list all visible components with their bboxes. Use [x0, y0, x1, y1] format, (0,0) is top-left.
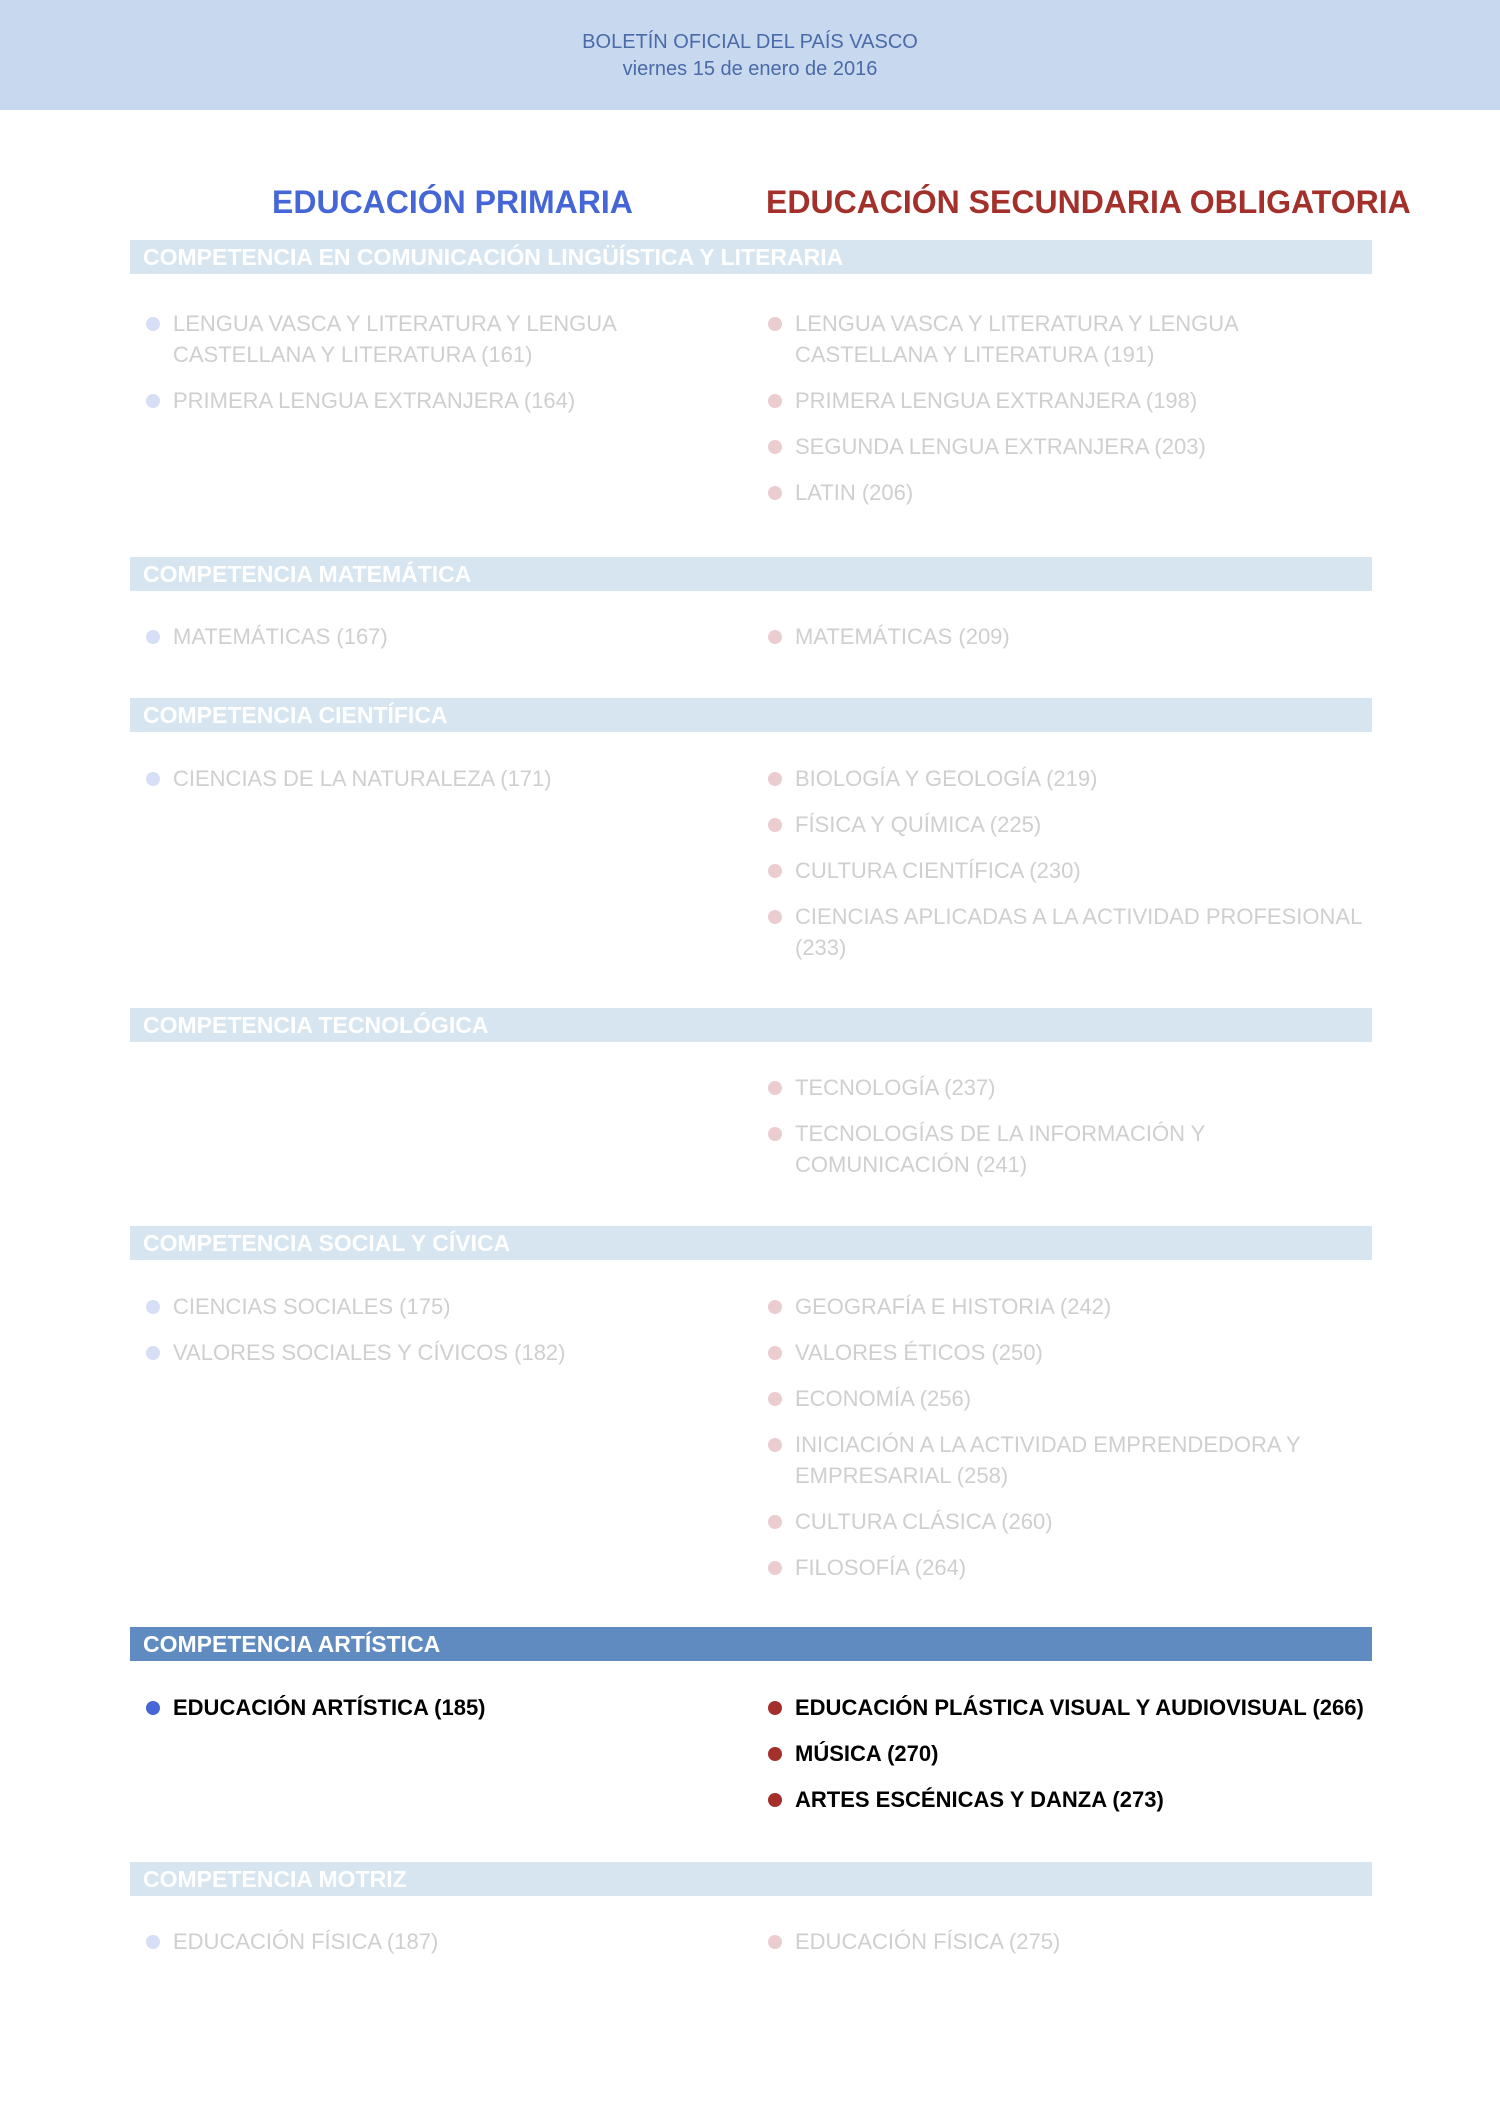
bullet-icon [768, 1515, 782, 1529]
subject-label: TECNOLOGÍA (237) [795, 1075, 996, 1100]
subject-label: LENGUA VASCA Y LITERATURA Y LENGUA CASTELLANA Y LITERATURA (161) [173, 311, 616, 367]
subject-label: ARTES ESCÉNICAS Y DANZA (273) [795, 1787, 1164, 1812]
subject-label: BIOLOGÍA Y GEOLOGÍA (219) [795, 766, 1098, 791]
section-title: COMPETENCIA CIENTÍFICA [143, 702, 448, 728]
section-bar-active[interactable] [130, 1627, 1372, 1661]
subject-label: CIENCIAS APLICADAS A LA ACTIVIDAD PROFESIONAL (233) [795, 904, 1362, 960]
bullet-icon [768, 1300, 782, 1314]
eso-subject[interactable] [795, 1429, 1365, 1491]
section-title: COMPETENCIA EN COMUNICACIÓN LINGÜÍSTICA Y LITERARIA [143, 244, 844, 270]
bullet-icon [768, 394, 782, 408]
subject-label: INICIACIÓN A LA ACTIVIDAD EMPRENDEDORA Y EMPRESARIAL (258) [795, 1432, 1301, 1488]
eso-subject[interactable] [795, 1118, 1365, 1180]
eso-subject[interactable] [795, 763, 1365, 794]
section-title: COMPETENCIA TECNOLÓGICA [143, 1012, 489, 1038]
bullet-icon [768, 1127, 782, 1141]
bullet-icon [146, 1346, 160, 1360]
bullet-icon [768, 1561, 782, 1575]
eso-subject[interactable] [795, 385, 1365, 416]
subject-label: GEOGRAFÍA E HISTORIA (242) [795, 1294, 1112, 1319]
subject-label: VALORES SOCIALES Y CÍVICOS (182) [173, 1340, 566, 1365]
subject-label: EDUCACIÓN FÍSICA (187) [173, 1929, 439, 1954]
subject-label: FILOSOFÍA (264) [795, 1555, 967, 1580]
subject-label: ECONOMÍA (256) [795, 1386, 972, 1411]
primaria-subject[interactable] [173, 1337, 748, 1368]
bullet-icon [768, 1081, 782, 1095]
eso-subject[interactable] [795, 1072, 1365, 1103]
bullet-icon [768, 1346, 782, 1360]
primaria-subject[interactable] [173, 1926, 748, 1957]
primaria-subject[interactable] [173, 1692, 748, 1723]
subject-label: EDUCACIÓN PLÁSTICA VISUAL Y AUDIOVISUAL (266) [795, 1695, 1364, 1720]
eso-subject[interactable] [795, 1291, 1365, 1322]
eso-subject[interactable] [795, 1337, 1365, 1368]
subject-label: EDUCACIÓN FÍSICA (275) [795, 1929, 1061, 1954]
eso-subject[interactable] [795, 1552, 1365, 1583]
bullet-icon [768, 864, 782, 878]
bullet-icon [768, 1935, 782, 1949]
bullet-icon [768, 1701, 782, 1715]
bulletin-date: viernes 15 de enero de 2016 [622, 58, 878, 80]
section-bar[interactable] [130, 1226, 1372, 1260]
bullet-icon [768, 1793, 782, 1807]
bullet-icon [768, 910, 782, 924]
bullet-icon [146, 394, 160, 408]
bullet-icon [146, 772, 160, 786]
bullet-icon [768, 1438, 782, 1452]
eso-subject[interactable] [795, 1784, 1365, 1815]
bullet-icon [768, 486, 782, 500]
primaria-subject[interactable] [173, 308, 748, 370]
eso-subject[interactable] [795, 1926, 1365, 1957]
bullet-icon [146, 1935, 160, 1949]
subject-label: VALORES ÉTICOS (250) [795, 1340, 1043, 1365]
subject-label: CULTURA CLÁSICA (260) [795, 1509, 1053, 1534]
eso-subject[interactable] [795, 308, 1365, 370]
section-title: COMPETENCIA MATEMÁTICA [143, 561, 472, 587]
section-bar[interactable] [130, 698, 1372, 732]
bullet-icon [146, 317, 160, 331]
eso-subject[interactable] [795, 621, 1365, 652]
bullet-icon [768, 440, 782, 454]
subject-label: CIENCIAS DE LA NATURALEZA (171) [173, 766, 552, 791]
eso-subject[interactable] [795, 855, 1365, 886]
primaria-subject[interactable] [173, 621, 748, 652]
subject-label: TECNOLOGÍAS DE LA INFORMACIÓN Y COMUNICACIÓN (241) [795, 1121, 1205, 1177]
column-title-eso: EDUCACIÓN SECUNDARIA OBLIGATORIA [766, 184, 1411, 220]
bullet-icon [768, 630, 782, 644]
bullet-icon [768, 1747, 782, 1761]
eso-subject[interactable] [795, 809, 1365, 840]
bulletin-header [0, 0, 1500, 110]
eso-subject[interactable] [795, 1692, 1365, 1723]
bullet-icon [146, 1701, 160, 1715]
eso-subject[interactable] [795, 1738, 1365, 1769]
subject-label: CIENCIAS SOCIALES (175) [173, 1294, 451, 1319]
subject-label: MATEMÁTICAS (167) [173, 624, 388, 649]
section-bar[interactable] [130, 1008, 1372, 1042]
eso-subject[interactable] [795, 431, 1365, 462]
bullet-icon [768, 818, 782, 832]
bullet-icon [768, 317, 782, 331]
section-bar[interactable] [130, 557, 1372, 591]
primaria-subject[interactable] [173, 385, 748, 416]
subject-label: LENGUA VASCA Y LITERATURA Y LENGUA CASTELLANA Y LITERATURA (191) [795, 311, 1238, 367]
section-bar[interactable] [130, 240, 1372, 274]
eso-subject[interactable] [795, 477, 1365, 508]
section-title: COMPETENCIA MOTRIZ [143, 1866, 407, 1892]
section-title: COMPETENCIA SOCIAL Y CÍVICA [143, 1230, 511, 1256]
primaria-subject[interactable] [173, 763, 748, 794]
eso-subject[interactable] [795, 1506, 1365, 1537]
column-title-primaria: EDUCACIÓN PRIMARIA [272, 184, 633, 220]
section-title: COMPETENCIA ARTÍSTICA [143, 1631, 441, 1657]
eso-subject[interactable] [795, 901, 1365, 963]
bullet-icon [146, 630, 160, 644]
subject-label: MATEMÁTICAS (209) [795, 624, 1010, 649]
subject-label: SEGUNDA LENGUA EXTRANJERA (203) [795, 434, 1206, 459]
bullet-icon [768, 772, 782, 786]
section-bar[interactable] [130, 1862, 1372, 1896]
subject-label: PRIMERA LENGUA EXTRANJERA (164) [173, 388, 576, 413]
subject-label: CULTURA CIENTÍFICA (230) [795, 858, 1081, 883]
subject-label: PRIMERA LENGUA EXTRANJERA (198) [795, 388, 1198, 413]
subject-label: EDUCACIÓN ARTÍSTICA (185) [173, 1695, 486, 1720]
bulletin-title: BOLETÍN OFICIAL DEL PAÍS VASCO [582, 31, 918, 53]
primaria-subject[interactable] [173, 1291, 748, 1322]
eso-subject[interactable] [795, 1383, 1365, 1414]
bullet-icon [768, 1392, 782, 1406]
subject-label: MÚSICA (270) [795, 1741, 939, 1766]
bullet-icon [146, 1300, 160, 1314]
subject-label: LATIN (206) [795, 480, 914, 505]
subject-label: FÍSICA Y QUÍMICA (225) [795, 812, 1042, 837]
